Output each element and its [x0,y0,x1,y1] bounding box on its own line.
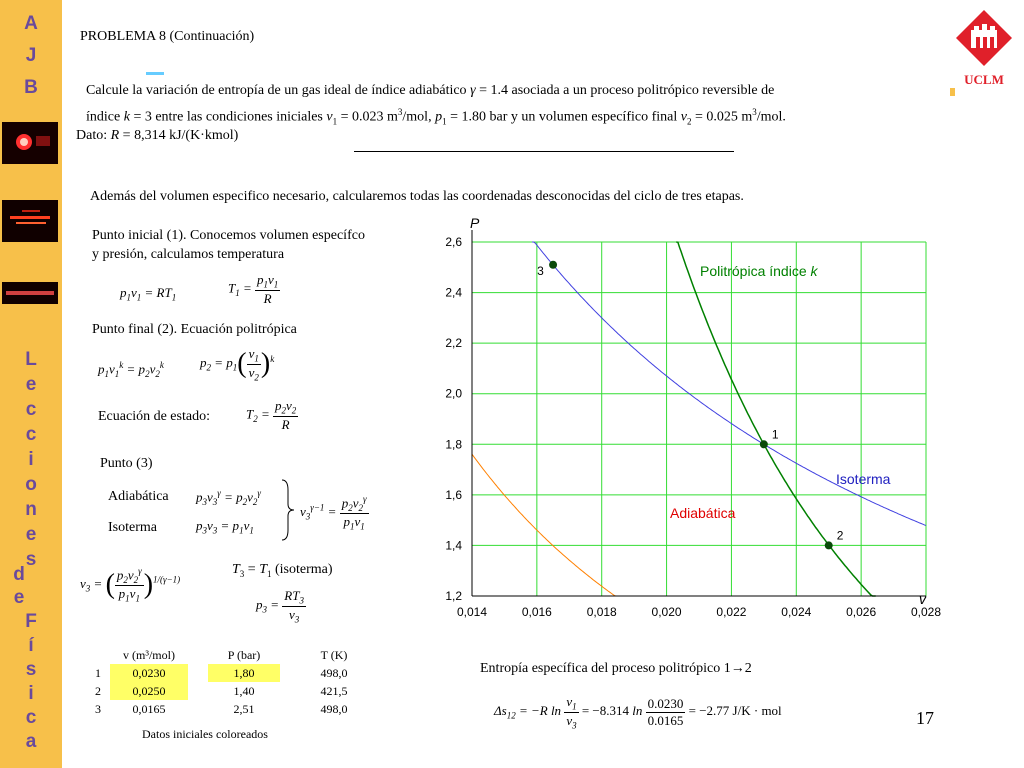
sidebar-letter: o [25,474,37,495]
table-cell: 0,0230 [110,664,188,682]
y-tick-label: 1,6 [445,487,462,502]
statement-dato: Dato: R = 8,314 kJ/(K·kmol) [76,128,239,143]
ecuacion-estado-label: Ecuación de estado: [98,409,210,424]
thumbnail-image [2,282,58,304]
table-cell: 2 [95,683,101,698]
uclm-logo-icon [954,8,1014,70]
y-tick-label: 1,4 [445,538,462,553]
polytropic-curve [676,242,875,596]
sidebar-letter: e [25,374,37,395]
state-point-1 [760,440,768,448]
thumbnail-image [2,122,58,164]
adiabatica-label: Adiabática [108,489,169,504]
page-number: 17 [916,708,934,728]
v3-gamma-equation: $v_3^{\gamma-1}$ = $\frac{p_2v_2^\gamma}{p_1v_1}$ [300,494,367,532]
state-point-3 [549,261,557,269]
table-cell: 0,0165 [132,701,166,716]
isoterma-label: Isoterma [108,520,157,535]
adiabatic-equation: $p_3v_3^\gamma = p_2v_2^\gamma$ [196,488,261,507]
table-header: v (m³/mol) [123,647,175,662]
sidebar-letter: A [24,13,38,34]
table-cell: 3 [95,701,101,716]
punto3-label: Punto (3) [100,456,153,471]
state-point-label: 1 [771,427,779,442]
table-row [86,664,358,682]
sidebar-letter: c [25,399,37,420]
entropy-title: Entropía específica del proceso politrópico 1→2 [480,661,752,676]
x-axis-label: v [919,591,926,607]
table-cell: 421,5 [320,683,348,698]
y-tick-label: 1,2 [445,589,462,603]
x-tick-label: 0,028 [910,605,942,619]
isotherm-equation: $p_3v_3 = p_1v_1$ [196,518,254,536]
sidebar-letter: s [25,549,37,570]
sidebar-letter: d [13,564,25,585]
statement-line-1: Calcule la variación de entropía de un gas ideal de índice adiabático γ = 1.4 asociada a un proceso politrópico reversible de [86,83,775,98]
divider [354,151,734,152]
isotherm-label: Isoterma [836,471,891,487]
polytropic-label: Politrópica índice k [700,263,818,279]
y-tick-label: 2,2 [445,336,462,351]
sidebar-letter: F [25,611,37,632]
punto-inicial-line-1: Punto inicial (1). Conocemos volumen específco [92,228,365,243]
pv-chart [430,212,942,627]
punto-inicial-line-2: y presión, calculamos temperatura [92,247,285,262]
thumbnail-image [2,200,58,242]
table-cell: 1,40 [233,683,255,698]
y-tick-label: 2,6 [445,235,462,249]
decorative-mark [58,92,62,100]
sidebar-letter: i [28,449,34,470]
temperature-equation: $T_1$ = $\frac{p_1v_1}{R}$ [228,272,279,306]
v3-equation: $v_3$ = ( $\frac{p_2v_2^\gamma}{p_1v_1}$ )$^{1/(\gamma-1)}$ [80,566,181,604]
adiabatic-label: Adiabática [670,505,736,521]
sidebar-letter: B [24,77,38,98]
sidebar-letter: a [25,731,37,752]
y-axis-label: P [470,215,480,231]
decorative-mark [146,72,164,75]
punto-final-label: Punto final (2). Ecuación politrópica [92,322,297,337]
sidebar-letter: e [25,524,37,545]
state-point-2 [825,541,833,549]
table-header-row [86,646,358,664]
x-tick-label: 0,026 [846,605,877,619]
x-tick-label: 0,020 [651,605,682,619]
x-tick-label: 0,014 [456,605,488,619]
y-tick-label: 2,4 [445,285,462,300]
sidebar-letter: c [25,707,37,728]
state-point-label: 3 [537,263,544,278]
t2-equation: $T_2$ = $\frac{p_2v_2}{R}$ [246,398,297,432]
p3-equation: $p_3$ = $\frac{RT_3}{v_3}$ [256,588,304,625]
table-cell: 2,51 [233,701,255,716]
brace-icon [280,478,296,542]
intro-text: Además del volumen especifico necesario, calcularemos todas las coordenadas desconocidas del ciclo de tres etapas. [90,189,744,204]
table-cell: 1 [95,665,101,680]
sidebar [0,0,62,768]
logo-text: UCLM [964,72,1004,87]
table-row [86,682,358,700]
statement-line-2: índice k = 3 entre las condiciones iniciales $v_1 = 0.023$ $m^3$/mol, $p_1 = 1.80$ bar y un volumen específico final $v_2 = 0.025$ $m^3$/mol. [86,107,786,127]
sidebar-letter: J [25,45,37,66]
sidebar-letter: s [25,659,37,680]
p2-equation: $p_2 = p_1$( $\frac{v_1}{v_2}$ )$^k$ [200,346,275,383]
state-point-label: 2 [836,528,844,543]
ideal-gas-equation: $p_1v_1 = RT_1$ [120,285,177,303]
table-cell: 498,0 [320,665,348,680]
table-header: T (K) [320,647,348,662]
page-title: PROBLEMA 8 (Continuación) [80,29,255,44]
x-tick-label: 0,016 [521,605,552,619]
sidebar-letter: n [25,499,37,520]
sidebar-letter: L [25,349,37,370]
sidebar-letter: e [13,587,25,608]
entropy-equation: $\Delta s_{12} = -R$ ln $\frac{v_1}{v_3}$ = −8.314 ln $\frac{0.0230}{0.0165}$ = −2.77 J/K · mol [494,694,782,731]
table-cell: 1,80 [208,664,280,682]
x-tick-label: 0,022 [716,605,747,619]
coordinates-table [86,646,358,718]
table-caption: Datos iniciales coloreados [142,727,268,741]
sidebar-letter: i [28,683,34,704]
y-tick-label: 2,0 [445,386,462,401]
x-tick-label: 0,024 [781,605,812,619]
sidebar-letter: c [25,424,37,445]
polytropic-equation: $p_1v_1^k = p_2v_2^k$ [98,360,164,379]
y-tick-label: 1,8 [445,437,462,452]
t3-equation: $T_3 = T_1$ (isoterma) [232,562,333,579]
table-cell: 498,0 [320,701,348,716]
adiabatic-curve [472,454,621,596]
table-cell: 0,0250 [110,682,188,700]
uclm-logo [954,8,1014,90]
table-header: P (bar) [227,647,261,662]
table-row [86,700,358,718]
x-tick-label: 0,018 [586,605,617,619]
sidebar-letter: í [28,635,34,656]
